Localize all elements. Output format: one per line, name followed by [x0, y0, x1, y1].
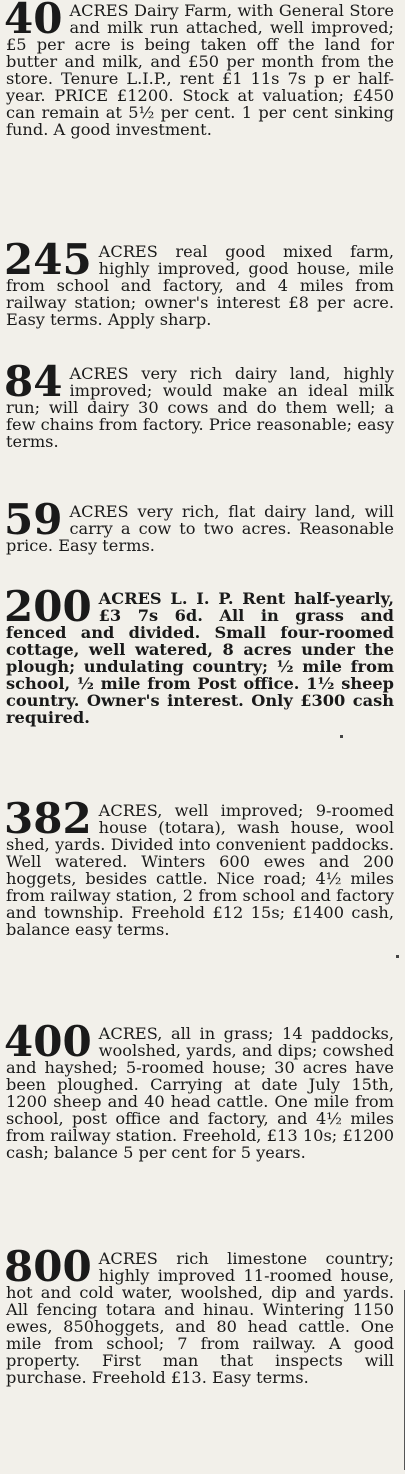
listing-text: ACRES real good mixed farm, highly improved, good house, mile from school and factory, and 4 miles from railway station; owner's interest £8 per acre. Easy terms. Apply sharp. — [6, 242, 394, 329]
listing-acreage-number: 59 — [4, 495, 63, 544]
listing-84-acres — [4, 357, 394, 451]
listing-acreage-number: 400 — [4, 1017, 92, 1066]
listing-200-acres — [4, 582, 394, 727]
print-speck — [340, 735, 343, 738]
listing-800-acres — [4, 1242, 394, 1387]
listing-245-acres — [4, 235, 394, 329]
listing-text: ACRES rich limestone country; highly improved 11-roomed house, hot and cold water, woolshed, dip and yards. All fencing totara and hinau. Wintering 1150 ewes, 850hoggets, and 80 head cattle. One mile from school; 7 from railway. A good property. First man that inspects will purchase. Freehold £13. Easy terms. — [6, 1249, 394, 1387]
listing-40-acres — [6, 2, 394, 138]
listing-382-acres — [4, 794, 394, 939]
listing-acreage-number: 245 — [4, 235, 92, 284]
listing-text: ACRES very rich, flat dairy land, will carry a cow to two acres. Reasonable price. Easy terms. — [6, 502, 394, 555]
listing-text: ACRES very rich dairy land, highly improved; would make an ideal milk run; will dairy 30 cows and do them well; a few chains from factory. Price reasonable; easy terms. — [6, 364, 394, 451]
listing-acreage-number: 200 — [4, 582, 92, 631]
listing-text: ACRES Dairy Farm, with General Store and milk run attached, well improved; £5 per acre is being taken off the land for butter and milk, and £50 per month from the store. Tenure L.I.P., rent £1 11s 7s p er half-year. PRICE £1200. Stock at valuation; £450 can remain at 5½ per cent. 1 per cent sinking fund. A good investment. — [6, 1, 394, 139]
listing-text: ACRES L. I. P. Rent half-yearly, £3 7s 6d. All in grass and fenced and divided. Small four-roomed cottage, well watered, 8 acres under the plough; undulating country; ½ mile from school, ½ mile from Post office. 1½ sheep country. Owner's interest. Only £300 cash required. — [6, 589, 394, 727]
listing-400-acres — [4, 1017, 394, 1162]
listing-acreage-number: 382 — [4, 794, 92, 843]
listing-acreage-number: 40 — [4, 0, 63, 43]
listing-acreage-number: 84 — [4, 357, 63, 406]
listing-acreage-number: 800 — [4, 1242, 92, 1291]
listing-text: ACRES, all in grass; 14 paddocks, woolshed, yards, and dips; cowshed and hayshed; 5-roomed house; 30 acres have been ploughed. Carrying at date July 15th, 1200 sheep and 40 head cattle. One mile from school, post office and factory, and 4½ miles from railway station. Freehold, £13 10s; £1200 cash; balance 5 per cent for 5 years. — [6, 1024, 394, 1162]
print-speck — [396, 955, 399, 958]
listing-text: ACRES, well improved; 9-roomed house (totara), wash house, wool shed, yards. Divided into convenient paddocks. Well watered. Winters 600 ewes and 200 hoggets, besides cattle. Nice road; 4½ miles from railway station, 2 from school and factory and township. Freehold £12 15s; £1400 cash, balance easy terms. — [6, 801, 394, 939]
listing-59-acres — [4, 495, 394, 555]
